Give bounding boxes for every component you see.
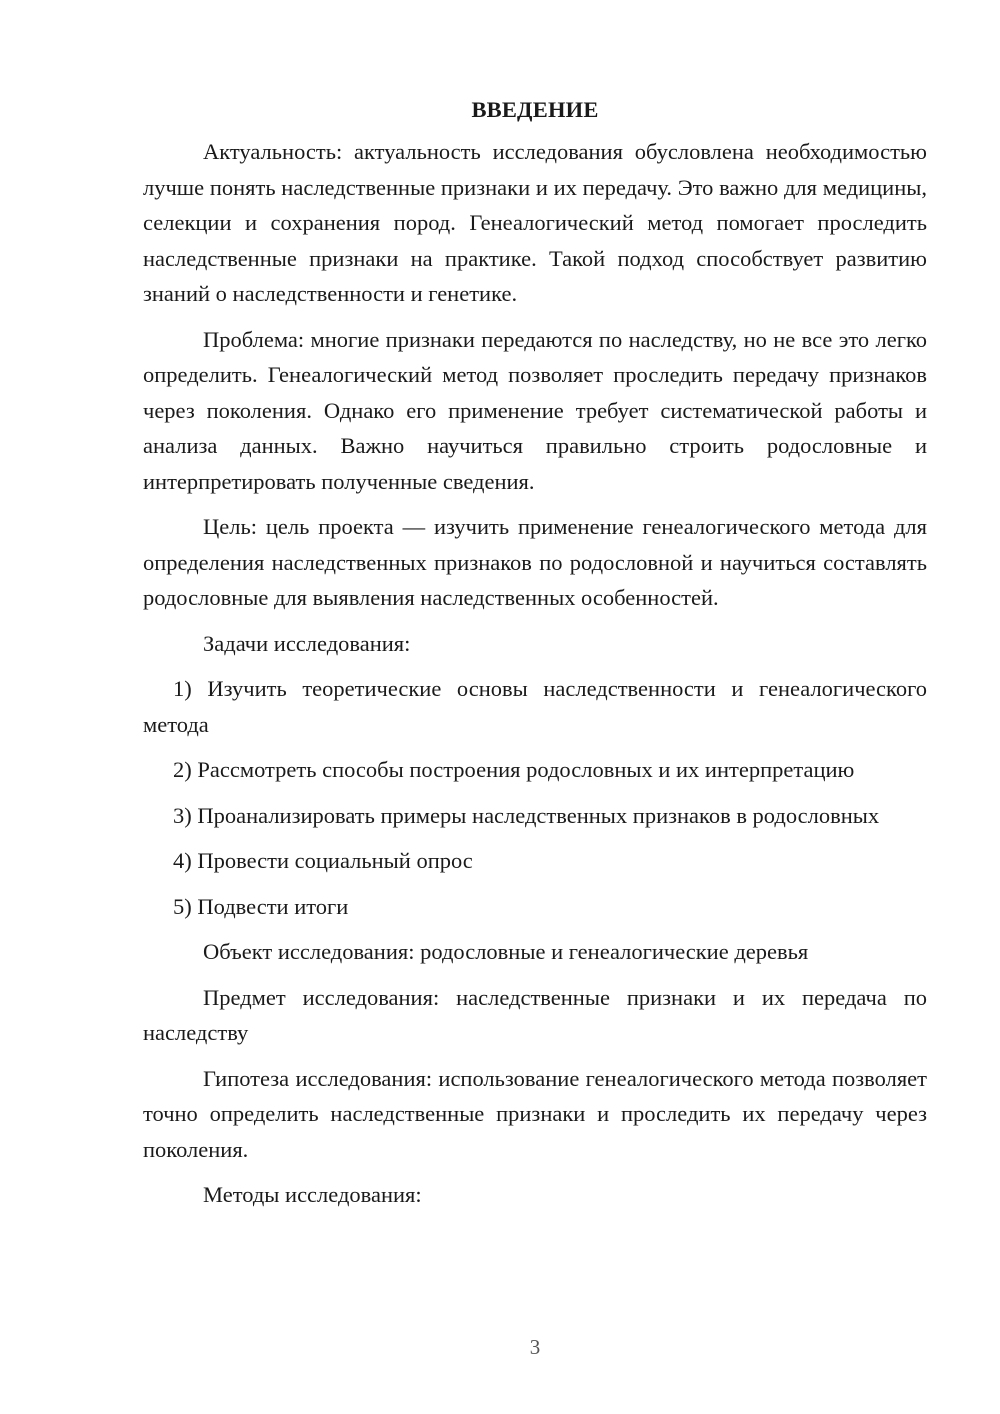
- hypothesis-paragraph: Гипотеза исследования: использование генеалогического метода позволяет точно определить наследственные признаки и проследить их передачу через поколения.: [143, 1065, 927, 1162]
- page-number: 3: [529, 1335, 541, 1359]
- task-item-1: 1) Изучить теоретические основы наследственности и генеалогического метода: [143, 676, 927, 737]
- object-paragraph: Объект исследования: родословные и генеалогические деревья: [203, 939, 809, 964]
- goal-paragraph: Цель: цель проекта — изучить применение генеалогического метода для определения наследственных признаков по родословной и научиться составлять родословные для выявления наследственных особенностей.: [143, 514, 927, 610]
- task-item-2: 2) Рассмотреть способы построения родословных и их интерпретацию: [173, 757, 855, 782]
- methods-heading: Методы исследования:: [203, 1182, 422, 1207]
- task-item-3: 3) Проанализировать примеры наследственных признаков в родословных: [173, 802, 880, 828]
- page-title: ВВЕДЕНИЕ: [471, 97, 599, 122]
- document-page: [143, 92, 927, 1213]
- tasks-heading: Задачи исследования:: [203, 630, 411, 656]
- subject-paragraph: Предмет исследования: наследственные признаки и их передача по наследству: [143, 984, 927, 1045]
- problem-paragraph: Проблема: многие признаки передаются по наследству, но не все это легко определить. Генеалогический метод позволяет проследить передачу признаков через поколения. Однако его применение требует систематической работы и анализа данных. Важно научиться правильно строить родословные и интерпретировать полученные сведения.: [143, 326, 927, 494]
- task-item-5: 5) Подвести итоги: [173, 893, 349, 919]
- task-item-4: 4) Провести социальный опрос: [173, 848, 473, 873]
- relevance-paragraph: Актуальность: актуальность исследования обусловлена необходимостью лучше понять наследственные признаки и их передачу. Это важно для медицины, селекции и сохранения пород. Генеалогический метод помогает проследить наследственные признаки на практике. Такой подход способствует развитию знаний о наследственности и генетике.: [143, 139, 927, 306]
